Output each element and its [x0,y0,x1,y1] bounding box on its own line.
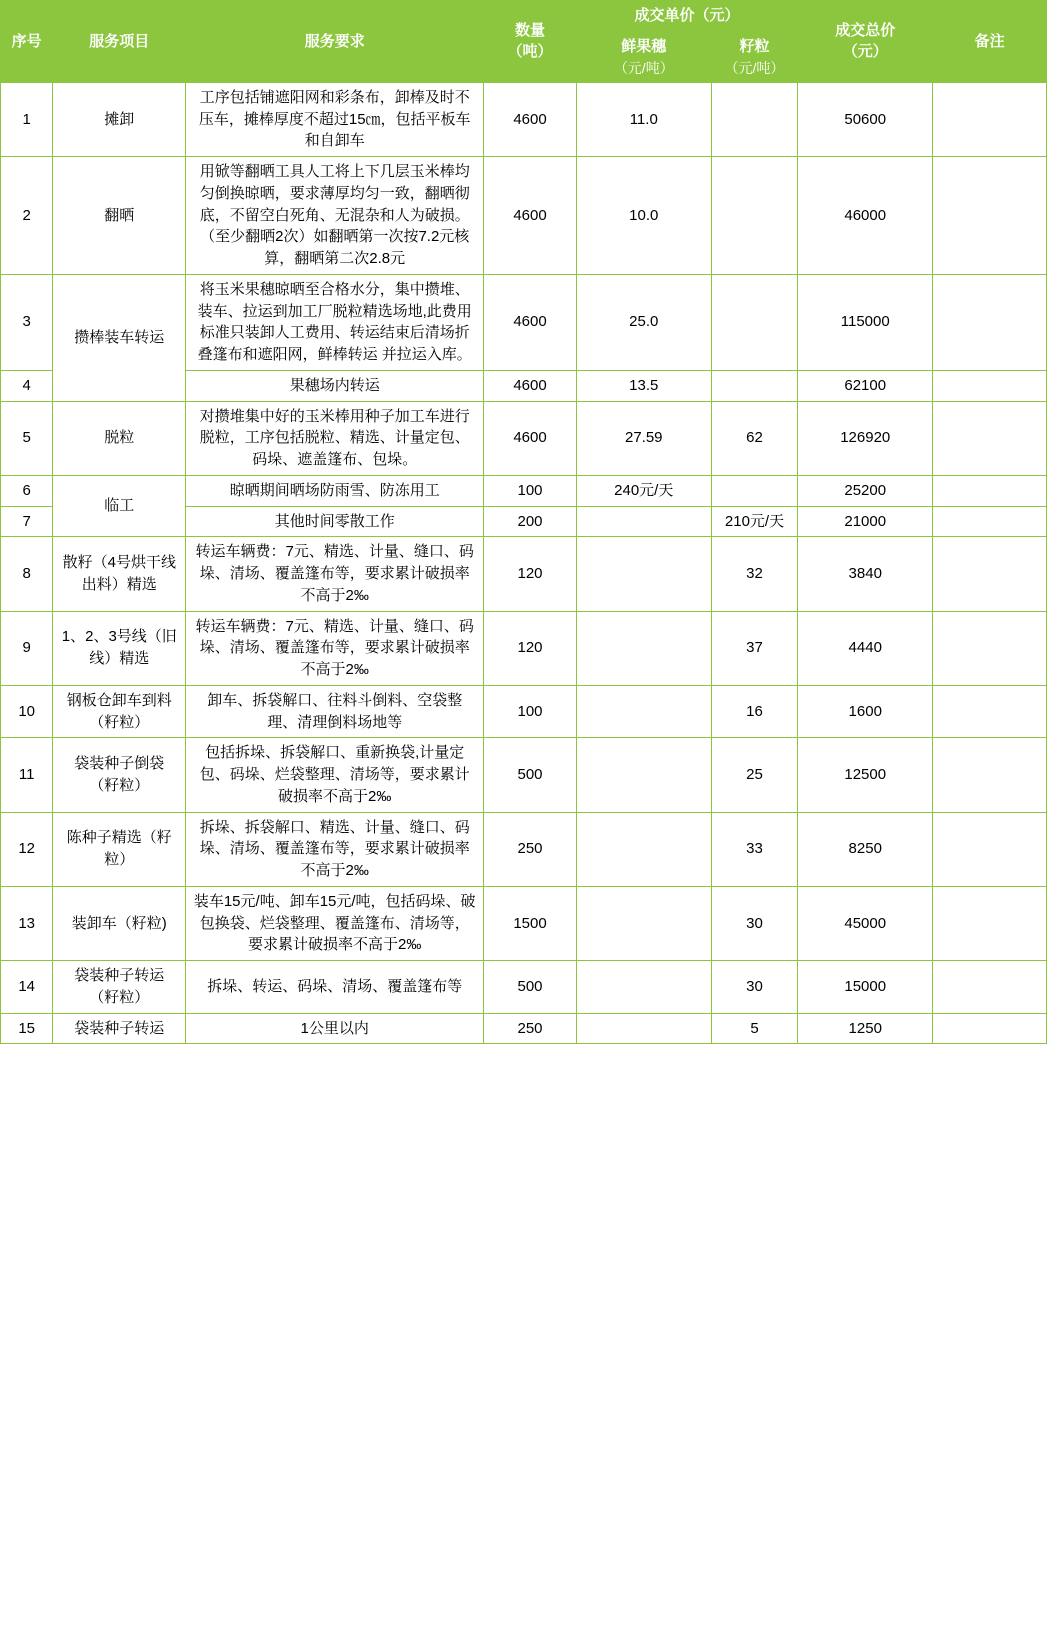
header-requirement: 服务要求 [186,1,484,83]
cell-fresh-ear-price [576,812,711,886]
cell-service-item: 陈种子精选（籽粒） [53,812,186,886]
cell-service-item: 攒棒装车转运 [53,274,186,401]
cell-no: 9 [1,611,53,685]
header-total-line1: 成交总价 [835,21,896,39]
cell-remark [933,812,1047,886]
cell-no: 4 [1,370,53,401]
cell-fresh-ear-price: 27.59 [576,401,711,475]
cell-service-requirement: 拆垛、拆袋解口、精选、计量、缝口、码垛、清场、覆盖篷布等，要求累计破损率不高于2‰ [186,812,484,886]
cell-total-price: 3840 [798,537,933,611]
cell-quantity: 200 [484,506,577,537]
table-row [1,611,1047,685]
cell-kernel-price: 25 [711,738,798,812]
cell-fresh-ear-price [576,1013,711,1044]
cell-kernel-price: 33 [711,812,798,886]
header-no: 序号 [1,1,53,83]
cell-service-requirement: 拆垛、转运、码垛、清场、覆盖篷布等 [186,961,484,1014]
cell-fresh-ear-price: 25.0 [576,274,711,370]
table-row [1,401,1047,475]
cell-quantity: 120 [484,611,577,685]
header-quantity [484,1,577,83]
cell-service-item: 翻晒 [53,157,186,275]
cell-service-requirement: 转运车辆费：7元、精选、计量、缝口、码垛、清场、覆盖篷布等，要求累计破损率不高于2‰ [186,537,484,611]
cell-quantity: 1500 [484,886,577,960]
cell-no: 1 [1,82,53,156]
table-body [1,82,1047,1044]
cell-service-item: 脱粒 [53,401,186,475]
cell-remark [933,274,1047,370]
cell-no: 5 [1,401,53,475]
cell-kernel-price: 30 [711,886,798,960]
header-quantity-line1: 数量 [515,21,546,39]
cell-quantity: 4600 [484,82,577,156]
cell-remark [933,401,1047,475]
cell-service-item: 1、2、3号线（旧线）精选 [53,611,186,685]
cell-quantity: 4600 [484,274,577,370]
cell-total-price: 126920 [798,401,933,475]
cell-quantity: 500 [484,738,577,812]
cell-quantity: 120 [484,537,577,611]
table-row [1,157,1047,275]
table-row [1,82,1047,156]
header-remark: 备注 [933,1,1047,83]
cell-service-requirement: 果穗场内转运 [186,370,484,401]
table-row [1,738,1047,812]
cell-no: 11 [1,738,53,812]
cell-service-item: 装卸车（籽粒) [53,886,186,960]
cell-remark [933,961,1047,1014]
cell-quantity: 100 [484,685,577,738]
table-header [1,1,1047,83]
cell-total-price: 50600 [798,82,933,156]
cell-service-requirement: 1公里以内 [186,1013,484,1044]
cell-fresh-ear-price [576,685,711,738]
cell-kernel-price: 5 [711,1013,798,1044]
cell-quantity: 4600 [484,401,577,475]
cell-service-requirement: 晾晒期间晒场防雨雪、防冻用工 [186,475,484,506]
cell-total-price: 1600 [798,685,933,738]
cell-service-item: 散籽（4号烘干线出料）精选 [53,537,186,611]
cell-fresh-ear-price [576,738,711,812]
cell-remark [933,886,1047,960]
cell-remark [933,157,1047,275]
cell-quantity: 4600 [484,157,577,275]
cell-service-requirement: 将玉米果穗晾晒至合格水分，集中攒堆、装车、拉运到加工厂脱粒精选场地,此费用标准只装卸人工费用、转运结束后清场折叠篷布和遮阳网，鲜棒转运 并拉运入库。 [186,274,484,370]
cell-no: 10 [1,685,53,738]
cell-service-item: 袋装种子转运 [53,1013,186,1044]
cell-kernel-price: 30 [711,961,798,1014]
cell-fresh-ear-price: 10.0 [576,157,711,275]
table-row [1,812,1047,886]
cell-remark [933,506,1047,537]
cell-quantity: 500 [484,961,577,1014]
cell-kernel-price: 37 [711,611,798,685]
cell-quantity: 250 [484,1013,577,1044]
cell-kernel-price [711,274,798,370]
cell-service-requirement: 其他时间零散工作 [186,506,484,537]
cell-no: 15 [1,1013,53,1044]
cell-total-price: 12500 [798,738,933,812]
cell-kernel-price [711,475,798,506]
table-row [1,685,1047,738]
cell-total-price: 1250 [798,1013,933,1044]
cell-total-price: 115000 [798,274,933,370]
cell-quantity: 250 [484,812,577,886]
cell-total-price: 25200 [798,475,933,506]
cell-service-requirement: 对攒堆集中好的玉米棒用种子加工车进行脱粒，工序包括脱粒、精选、计量定包、码垛、遮盖篷布、包垛。 [186,401,484,475]
cell-remark [933,475,1047,506]
header-total-line2: （元） [842,43,888,61]
header-fresh-ear-label: 鲜果穗 [621,37,667,55]
cell-service-item: 袋装种子转运（籽粒） [53,961,186,1014]
cell-remark [933,370,1047,401]
cell-no: 7 [1,506,53,537]
cell-total-price: 21000 [798,506,933,537]
table-row [1,961,1047,1014]
table-row [1,274,1047,370]
header-quantity-line2: （吨） [507,43,553,61]
cell-no: 3 [1,274,53,370]
cell-total-price: 8250 [798,812,933,886]
table-row [1,886,1047,960]
cell-service-item: 袋装种子倒袋（籽粒） [53,738,186,812]
cell-remark [933,1013,1047,1044]
cell-no: 14 [1,961,53,1014]
cell-no: 6 [1,475,53,506]
header-unit-price-group: 成交单价（元） [576,1,797,32]
cell-remark [933,685,1047,738]
cell-remark [933,537,1047,611]
cell-fresh-ear-price [576,611,711,685]
cell-fresh-ear-price [576,537,711,611]
cell-fresh-ear-price: 11.0 [576,82,711,156]
cell-quantity: 100 [484,475,577,506]
header-total-price [798,1,933,83]
cell-service-requirement: 转运车辆费：7元、精选、计量、缝口、码垛、清场、覆盖篷布等，要求累计破损率不高于2‰ [186,611,484,685]
header-kernel [711,31,798,82]
cell-total-price: 4440 [798,611,933,685]
cell-remark [933,738,1047,812]
cell-service-requirement: 卸车、拆袋解口、往料斗倒料、空袋整理、清理倒料场地等 [186,685,484,738]
header-fresh-ear [576,31,711,82]
cell-fresh-ear-price [576,506,711,537]
header-kernel-label: 籽粒 [739,37,770,55]
header-item: 服务项目 [53,1,186,83]
cell-kernel-price: 16 [711,685,798,738]
cell-service-requirement: 包括拆垛、拆袋解口、重新换袋,计量定包、码垛、烂袋整理、清场等，要求累计破损率不高于2‰ [186,738,484,812]
cell-fresh-ear-price: 13.5 [576,370,711,401]
cell-fresh-ear-price [576,886,711,960]
table-row [1,537,1047,611]
cell-total-price: 45000 [798,886,933,960]
table-row [1,1013,1047,1044]
cell-total-price: 62100 [798,370,933,401]
cell-no: 8 [1,537,53,611]
cell-service-requirement: 工序包括铺遮阳网和彩条布，卸棒及时不压车，摊棒厚度不超过15㎝，包括平板车和自卸车 [186,82,484,156]
cell-kernel-price: 32 [711,537,798,611]
cell-no: 2 [1,157,53,275]
cell-no: 12 [1,812,53,886]
cell-service-item: 摊卸 [53,82,186,156]
header-fresh-ear-unit: （元/吨） [613,59,674,76]
cell-kernel-price [711,82,798,156]
cell-service-requirement: 装车15元/吨、卸车15元/吨，包括码垛、破包换袋、烂袋整理、覆盖篷布、清场等，要求累计破损率不高于2‰ [186,886,484,960]
cell-fresh-ear-price [576,961,711,1014]
cell-remark [933,611,1047,685]
table-row [1,475,1047,506]
cell-total-price: 15000 [798,961,933,1014]
cell-total-price: 46000 [798,157,933,275]
cell-no: 13 [1,886,53,960]
cell-service-item: 临工 [53,475,186,537]
cell-remark [933,82,1047,156]
cell-kernel-price: 210元/天 [711,506,798,537]
cell-kernel-price [711,157,798,275]
cell-kernel-price [711,370,798,401]
cell-service-requirement: 用锨等翻晒工具人工将上下几层玉米棒均匀倒换晾晒，要求薄厚均匀一致，翻晒彻底，不留空白死角、无混杂和人为破损。（至少翻晒2次）如翻晒第一次按7.2元核算，翻晒第二次2.8元 [186,157,484,275]
cell-quantity: 4600 [484,370,577,401]
cell-service-item: 钢板仓卸车到料（籽粒） [53,685,186,738]
cell-kernel-price: 62 [711,401,798,475]
cell-fresh-ear-price: 240元/天 [576,475,711,506]
header-kernel-unit: （元/吨） [724,59,785,76]
